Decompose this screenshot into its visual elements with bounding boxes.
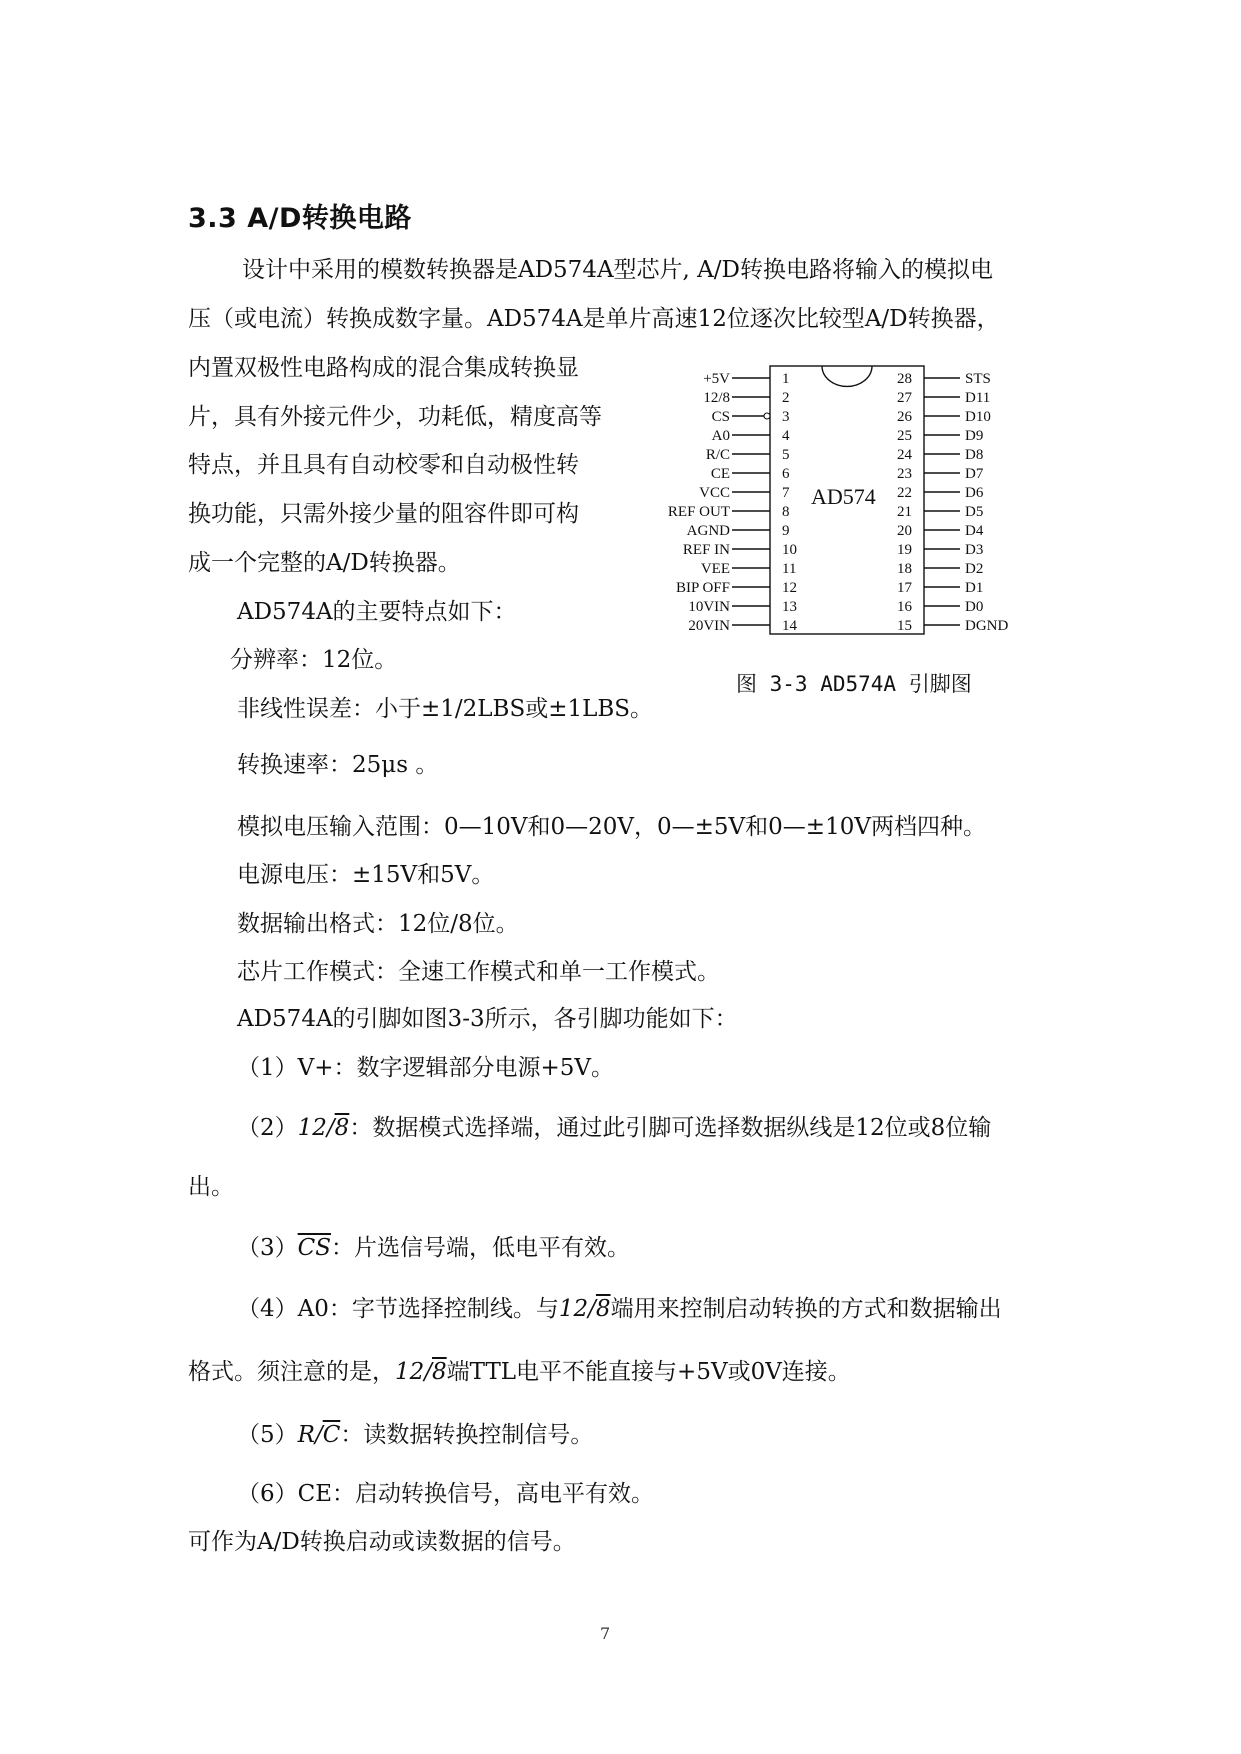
frac-top: R: [297, 1422, 315, 1448]
pin-2-prefix: （2）: [237, 1115, 298, 1141]
pin-number-left: 3: [782, 409, 790, 425]
pin-4-desc: [237, 1294, 1002, 1324]
intro-line-7: 成一个完整的A/D转换器。: [188, 550, 461, 576]
feature-output-format: 数据输出格式：12位/8位。: [237, 911, 519, 937]
pin-5-prefix: （5）: [237, 1422, 298, 1448]
pin-name-left: BIP OFF: [675, 580, 730, 596]
pin-name-left: VEE: [700, 561, 730, 577]
pin-name-right: D11: [965, 390, 991, 406]
pin-2-fraction: 12/8: [297, 1115, 350, 1141]
pin-2-text: ：数据模式选择端，通过此引脚可选择数据纵线是12位或8位输: [349, 1115, 992, 1141]
pin-name-right: D0: [965, 599, 984, 615]
feature-supply: 电源电压：±15V和5V。: [237, 862, 495, 888]
pin-number-left: 13: [782, 599, 797, 615]
feature-resolution: 分辨率：12位。: [230, 647, 398, 673]
pin-name-left: CS: [711, 409, 730, 425]
pin-5-desc: [237, 1420, 593, 1450]
frac-bottom: 8: [432, 1359, 447, 1385]
pin-name-right: D3: [965, 542, 984, 558]
pin-number-right: 20: [897, 523, 912, 539]
pin-number-left: 11: [782, 561, 797, 577]
pin-number-left: 1: [782, 371, 790, 387]
pin-number-left: 8: [782, 504, 790, 520]
pin-number-right: 16: [897, 599, 912, 615]
feature-input-range: 模拟电压输入范围：0—10V和0—20V，0—±5V和0—±10V两档四种。: [237, 814, 986, 840]
pin-name-right: D7: [965, 466, 984, 482]
pin-number-right: 19: [897, 542, 912, 558]
pin-name-left: +5V: [703, 371, 730, 387]
chip-notch: [822, 366, 872, 386]
pin-name-left: 20VIN: [688, 618, 730, 634]
pin-name-right: D5: [965, 504, 984, 520]
pin-number-right: 15: [897, 618, 912, 634]
section-heading: 3.3 A/D转换电路: [188, 203, 412, 234]
feature-nonlinearity: 非线性误差：小于±1/2LBS或±1LBS。: [237, 696, 654, 722]
pin-name-right: DGND: [965, 618, 1009, 634]
frac-top: 12: [558, 1296, 589, 1322]
pin-number-right: 28: [897, 371, 912, 387]
intro-line-5: 特点，并且具有自动校零和自动极性转: [188, 452, 579, 478]
pin-6-continuation: 可作为A/D转换启动或读数据的信号。: [188, 1529, 576, 1555]
pin-2-desc: [237, 1113, 991, 1143]
frac-bottom: 8: [595, 1296, 611, 1322]
pin-number-left: 10: [782, 542, 797, 558]
ad574-pinout-diagram: [650, 362, 1040, 642]
chip-label: AD574: [811, 484, 876, 509]
pin-4-fraction: 12/8: [558, 1296, 611, 1322]
inversion-bubble: [764, 413, 770, 419]
pin-4-continuation: [188, 1357, 851, 1387]
pin-number-left: 9: [782, 523, 790, 539]
pin-number-right: 26: [897, 409, 912, 425]
pin-number-right: 27: [897, 390, 912, 406]
pin-4-cont-text: 端TTL电平不能直接与+5V或0V连接。: [446, 1359, 851, 1385]
pin-4-cont-fraction: 12/8: [395, 1359, 447, 1385]
figure-caption: 图 3-3 AD574A 引脚图: [736, 672, 972, 696]
pin-number-left: 7: [782, 485, 790, 501]
pin-number-right: 22: [897, 485, 912, 501]
pin-number-left: 6: [782, 466, 790, 482]
pin-number-left: 4: [782, 428, 790, 444]
pin-intro: AD574A的引脚如图3-3所示，各引脚功能如下：: [237, 1006, 738, 1032]
pin-4-prefix: （4）A0：字节选择控制线。与: [237, 1296, 559, 1322]
pin-number-right: 17: [897, 580, 912, 596]
pin-name-left: 10VIN: [688, 599, 730, 615]
pin-5-fraction: $R/\overline{C}$: [297, 1422, 341, 1448]
pin-name-left: A0: [711, 428, 730, 444]
page-number: 7: [600, 1624, 611, 1643]
pin-3-text: ：片选信号端，低电平有效。: [331, 1235, 630, 1261]
left-pin-group: [668, 371, 798, 634]
pin-number-right: 18: [897, 561, 912, 577]
intro-line-1: 设计中采用的模数转换器是AD574A型芯片, A/D转换电路将输入的模拟电: [242, 257, 993, 283]
frac-bottom: $\overline{C}$: [322, 1422, 341, 1448]
pin-number-left: 14: [782, 618, 797, 634]
pin-number-right: 24: [897, 447, 912, 463]
pin-1-desc: （1）V+：数字逻辑部分电源+5V。: [237, 1055, 615, 1081]
intro-line-2: 压（或电流）转换成数字量。AD574A是单片高速12位逐次比较型A/D转换器，: [188, 306, 1000, 332]
pin-6-desc: （6）CE：启动转换信号，高电平有效。: [237, 1481, 655, 1507]
pin-name-left: VCC: [699, 485, 730, 501]
pin-name-right: D9: [965, 428, 984, 444]
frac-top: 12: [395, 1359, 425, 1385]
pin-4-cont-prefix: 格式。须注意的是，: [188, 1359, 395, 1385]
pin-3-desc: [237, 1233, 630, 1263]
pin-name-left: 12/8: [703, 390, 730, 406]
features-title: AD574A的主要特点如下：: [237, 599, 517, 625]
pin-number-right: 23: [897, 466, 912, 482]
right-pin-group: [897, 371, 1008, 634]
pin-5-text: ：读数据转换控制信号。: [340, 1422, 594, 1448]
intro-line-4: 片，具有外接元件少，功耗低，精度高等: [188, 404, 602, 430]
pin-name-right: D6: [965, 485, 984, 501]
pin-number-left: 12: [782, 580, 797, 596]
pin-name-left: REF OUT: [667, 504, 730, 520]
feature-mode: 芯片工作模式：全速工作模式和单一工作模式。: [237, 959, 720, 985]
pin-name-left: REF IN: [682, 542, 730, 558]
pin-3-symbol: $\overline{CS}$: [297, 1235, 331, 1261]
pin-number-left: 5: [782, 447, 790, 463]
frac-top: 12: [297, 1115, 327, 1141]
pin-number-right: 25: [897, 428, 912, 444]
pin-3-prefix: （3）: [237, 1235, 298, 1261]
frac-bottom: 8: [334, 1115, 350, 1141]
intro-line-6: 换功能，只需外接少量的阻容件即可构: [188, 501, 579, 527]
pin-name-right: D10: [965, 409, 991, 425]
pin-number-left: 2: [782, 390, 790, 406]
pin-name-left: CE: [710, 466, 730, 482]
pin-4-text: 端用来控制启动转换的方式和数据输出: [610, 1296, 1002, 1322]
pin-name-left: R/C: [705, 447, 730, 463]
intro-line-3: 内置双极性电路构成的混合集成转换显: [188, 355, 579, 381]
pinout-figure: [650, 362, 1040, 642]
pin-name-right: D1: [965, 580, 984, 596]
pin-name-right: D4: [965, 523, 984, 539]
pin-name-left: AGND: [686, 523, 730, 539]
pin-number-right: 21: [897, 504, 912, 520]
pin-2-continuation: 出。: [188, 1174, 234, 1200]
pin-name-right: D8: [965, 447, 984, 463]
pin-name-right: STS: [965, 371, 991, 387]
feature-speed: 转换速率：25μs 。: [237, 752, 439, 778]
pin-name-right: D2: [965, 561, 984, 577]
